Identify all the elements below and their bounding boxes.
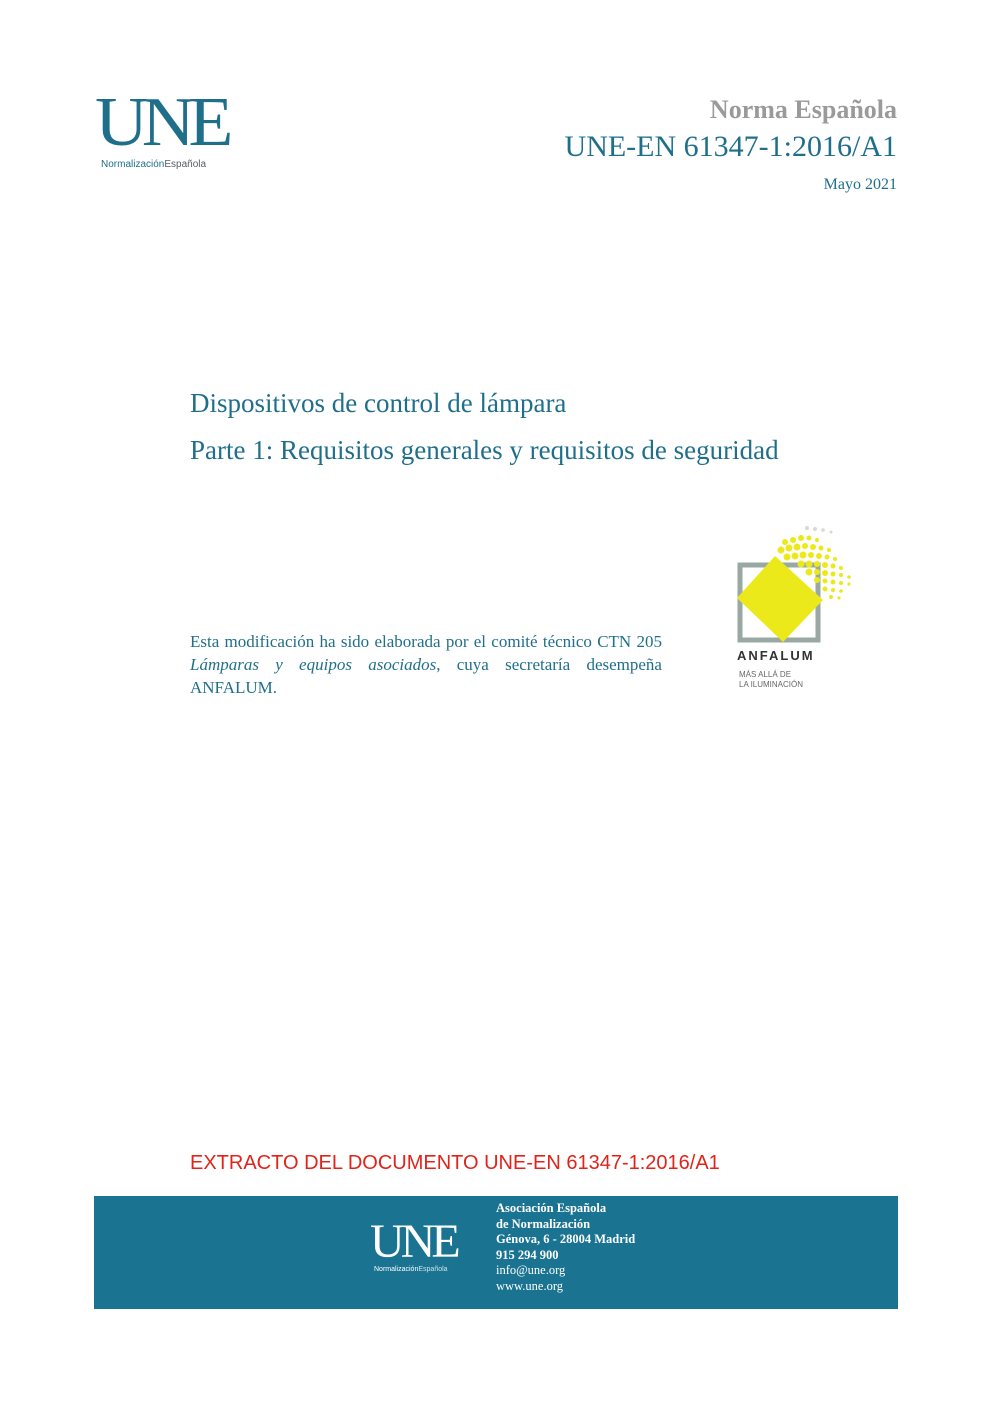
anfalum-tagline-line2: LA ILUMINACIÓN xyxy=(739,680,804,689)
document-subtitle: Parte 1: Requisitos generales y requisitos de seguridad xyxy=(190,435,779,465)
footer-logo-subtitle-part1: Normalización xyxy=(374,1266,419,1273)
anfalum-emblem-icon xyxy=(725,520,865,645)
norma-date: Mayo 2021 xyxy=(823,176,897,193)
anfalum-tagline-line1: MÁS ALLÁ DE xyxy=(739,670,792,679)
footer-logo-subtitle-part2: Española xyxy=(418,1266,448,1273)
footer-une-logo xyxy=(370,1215,480,1280)
footer-bar xyxy=(94,1196,898,1309)
committee-text-before: Esta modificación ha sido elaborada por el comité técnico CTN 205 xyxy=(190,632,662,651)
une-logo-word: UNE xyxy=(95,84,228,161)
footer-contact-info xyxy=(496,1201,635,1294)
footer-phone: 915 294 900 xyxy=(496,1247,559,1262)
footer-logo-word: UNE xyxy=(370,1215,457,1268)
anfalum-tagline xyxy=(739,670,803,690)
footer-logo-subtitle xyxy=(374,1266,448,1273)
footer-email-link[interactable]: info@une.org xyxy=(496,1263,566,1277)
une-logo xyxy=(95,84,245,172)
une-logo-subtitle-part2: Española xyxy=(164,159,207,170)
footer-org-line2: de Normalización xyxy=(496,1216,591,1231)
norma-code: UNE-EN 61347-1:2016/A1 xyxy=(564,130,897,163)
committee-paragraph xyxy=(190,630,662,699)
anfalum-logo xyxy=(725,520,865,700)
une-logo-subtitle-part1: Normalización xyxy=(101,159,165,170)
extract-label: EXTRACTO DEL DOCUMENTO UNE-EN 61347-1:2016/A1 xyxy=(190,1152,720,1174)
committee-text-after: , cuya secretaría desempeña ANFALUM. xyxy=(190,655,662,697)
footer-address: Génova, 6 - 28004 Madrid xyxy=(496,1232,636,1246)
committee-name: Lámparas y equipos asociados xyxy=(190,655,437,674)
document-title: Dispositivos de control de lámpara xyxy=(190,388,567,418)
anfalum-name: ANFALUM xyxy=(737,648,815,663)
norma-label: Norma Española xyxy=(709,95,897,124)
footer-org-line1: Asociación Española xyxy=(496,1201,607,1215)
footer-website-link[interactable]: www.une.org xyxy=(496,1278,564,1293)
une-logo-subtitle xyxy=(101,159,206,170)
